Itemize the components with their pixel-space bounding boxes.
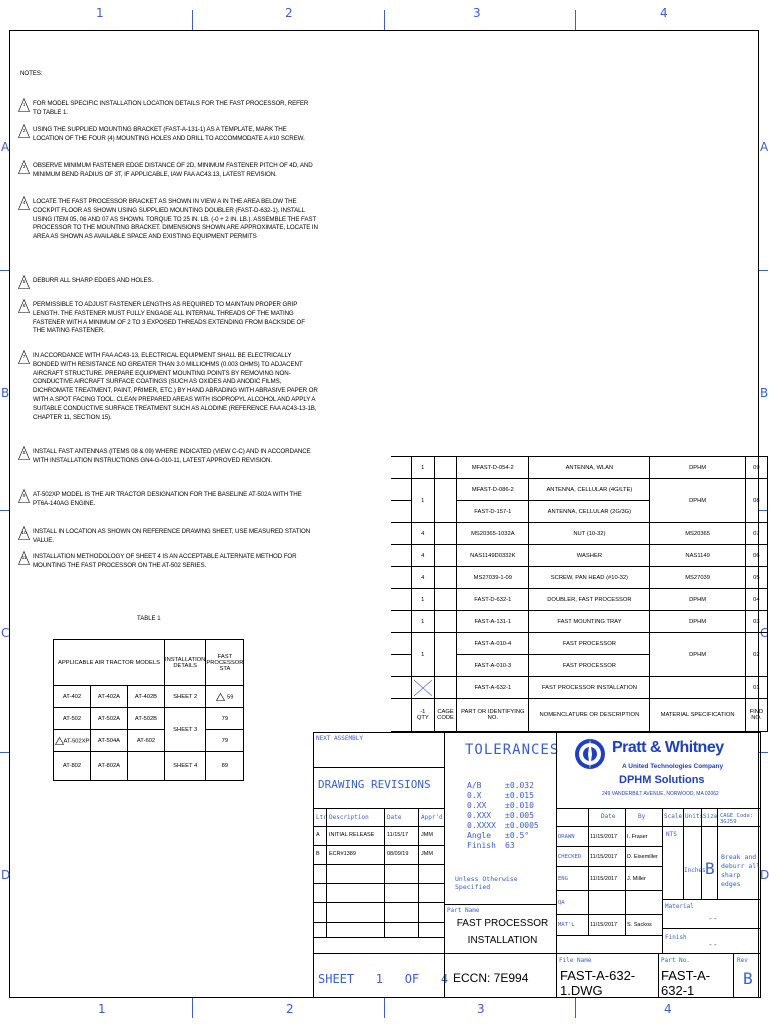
revision-cell [418,845,445,865]
part-no-cell [658,953,734,998]
revision-value: B [316,851,320,857]
table1-cell: AT-502B [128,708,165,730]
bom-cell: NAS1149D0332K [457,545,529,567]
table1-cell: 79 [206,708,244,730]
signature-role: QA [558,899,565,906]
tolerance-value: 63 [505,841,515,850]
material-label: Material [665,903,694,910]
revision-cell [326,864,385,884]
bom-cell [434,457,456,479]
bom-cell: 1 [411,611,434,633]
note-text: PERMISSIBLE TO ADJUST FASTENER LENGTHS AS REQUIRED TO MAINTAIN PROPER GRIP LENGTH. THE FASTENER MUST FULLY ENGAGE ALL INTERNAL THREADS OF THE MATING FASTENER WITH A MINIMUM OF 2 TO 3 EXPOSED THREADS EXTENDING FROM BACKSIDE OF THE MATING FASTENER. [33,301,305,335]
table1-cell: AT-802A [91,752,128,781]
bom-dash-cell [391,611,411,633]
company-block [556,732,761,809]
table1-cell: 79 [206,730,244,752]
revision-cell [326,808,385,827]
bom-cell: MS27039-1-09 [457,567,529,589]
revision-cell [326,826,385,846]
zone-tick [384,10,385,30]
bom-cell: 4 [411,567,434,589]
zone-right-b: B [760,386,769,400]
company-name: DPHM Solutions [619,774,705,786]
signature-cell [588,890,626,915]
revision-cell [384,902,419,923]
finish-label: Finish [665,934,687,941]
revision-header: Ltr [316,814,327,821]
table1-cell: SHEET 4 [165,752,206,781]
bom-cell [434,677,456,699]
bom-cell: DPHM [650,457,745,479]
revision-cell [418,864,445,884]
zone-left-b: B [1,386,10,400]
table1-header-sta: FAST PROCESSOR STA [206,640,244,686]
scale-header-label: Scale [664,813,683,820]
table1-cell: AT-502A [91,708,128,730]
revision-cell [418,826,445,846]
table1-title: TABLE 1 [137,616,161,622]
bom-dash-cell [391,677,411,699]
bom-cell [434,589,456,611]
part-name: FAST PROCESSOR INSTALLATION [456,918,549,946]
bom-cell: MS20365 [650,523,745,545]
rev-value: B [743,969,753,988]
bom-dash-cell [391,567,411,589]
revision-value: JMM [421,851,433,857]
bom-header-desc: NOMENCLATURE OR DESCRIPTION [529,699,650,732]
bom-header-part: PART OR IDENTIFYING NO. [457,699,529,732]
signature-date: 11/15/2017 [590,853,618,860]
tolerance-value: ±0.010 [505,801,534,810]
bom-header-find: FIND NO. [745,699,767,732]
tolerance-key: 0.XXX [467,811,492,820]
bom-dash-cell [391,655,411,677]
bom-dash-cell [391,523,411,545]
bom-cell [434,567,456,589]
table1-header-details: INSTALLATION DETAILS [165,640,206,686]
zone-bottom-4: 4 [664,1002,672,1016]
bom-cell: 07 [745,523,767,545]
note-text: OBSERVE MINIMUM FASTENER EDGE DISTANCE OF 2D, MINIMUM FASTENER PITCH OF 4D, AND MINIMUM BEND RADIUS OF 3T, IF APPLICABLE, IAW FAA AC43.13, LATEST REVISION. [33,162,313,178]
table1-cell: SHEET 3 [165,708,206,752]
bom-cell: NAS1149 [650,545,745,567]
note-text: DEBURR ALL SHARP EDGES AND HOLES. [33,277,154,284]
bom-cell: 08 [745,479,767,523]
table1-cell: AT-402B [128,686,165,708]
bom-dash-cell [391,545,411,567]
table1-cell: AT-504A [91,730,128,752]
table1-cell: AT-402A [91,686,128,708]
bom-cell: NUT (10-32) [529,523,650,545]
cross-out-icon [412,678,434,698]
sig-header-date-label: Date [601,813,616,820]
revision-cell [326,902,385,923]
signature-cell [625,890,663,915]
zone-top-4: 4 [660,6,668,20]
zone-tick [192,998,193,1018]
note-number: 7 [22,355,26,360]
bom-cell: MS27039 [650,567,745,589]
signature-role: MAT'L [558,922,575,928]
bom-cell: 05 [745,567,767,589]
bom-cell: MS20365-1032A [457,523,529,545]
revision-value: ECR#1389 [329,851,356,857]
title-block [313,732,760,998]
signature-cell [588,914,626,936]
bom-cell: 4 [411,523,434,545]
bom-cell: ANTENNA, CELLULAR (2G/3G) [529,501,650,523]
bom-cell: 1 [411,589,434,611]
note-flag-icon [216,693,225,701]
revision-cell [418,808,445,827]
file-name: FAST-A-632-1.DWG [560,968,636,998]
bom-cell: FAST MOUNTING TRAY [529,611,650,633]
bom-header-cage: CAGE CODE [434,699,456,732]
table1-cell: AT-602 [128,730,165,752]
notes-heading: NOTES: [20,70,43,77]
size-cell [701,826,718,900]
note-text: INSTALL FAST ANTENNAS (ITEMS 08 & 09) WHERE INDICATED (VIEW C-C) AND IN ACCORDANCE WITH INSTALLATION INSTRUCTIONS GN4-G-010-11, LATEST APPROVED REVISION. [33,448,311,464]
bom-cell: FAST PROCESSOR [529,633,650,655]
zone-right-a: A [760,140,769,154]
note-text: LOCATE THE FAST PROCESSOR BRACKET AS SHOWN IN VIEW A IN THE AREA BELOW THE COCKPIT FLOOR AS SHOWN USING SUPPLIED MOUNTING DOUBLER (FAST-D-632-1). INSTALL USING ITEM 05, 06 AND 07 AS SHOWN. TORQUE TO 25 IN. LB. (-0 + 2 IN. LB.). ASSEMBLE THE FAST PROCESSOR TO THE MOUNTING BRACKET. DIMENSIONS SHOWN ARE APPROXIMATE, LOCATE IN AREA AS SHOWN AS AVAILABLE SPACE AND EXISTING EQUIPMENT PERMITS [33,198,318,241]
bom-header-dash: -1 [420,709,426,715]
note-text: INSTALLATION METHODOLOGY OF SHEET 4 IS AN ACCEPTABLE ALTERNATE METHOD FOR MOUNTING THE FAST PROCESSOR ON THE AT-502 SERIES. [33,553,297,569]
signature-date: 11/15/2017 [590,922,618,928]
revision-cell [384,864,419,884]
signature-cell [556,866,589,891]
bom-cell [434,479,456,523]
zone-top-3: 3 [473,6,481,20]
bom-cell: ANTENNA, CELLULAR (4G/LTE) [529,479,650,501]
signature-cell [625,846,663,867]
zone-tick [192,10,193,30]
revision-cell [384,808,419,827]
next-assembly-label: NEXT ASSEMBLY [316,735,363,742]
signature-role: DRAWN [558,833,575,840]
signature-cell [625,914,663,936]
file-name-cell [556,953,659,998]
tolerance-key: 0.XXXX [467,821,496,830]
zone-right-c: C [760,626,769,640]
zone-tick [0,510,9,511]
sig-header-by [625,808,663,827]
bom-cell: FAST PROCESSOR [529,655,650,677]
zone-tick [575,10,576,30]
deburr-cell [717,826,761,900]
revision-cell [326,883,385,903]
bom-crossed-cell [411,677,434,699]
note-number: 6 [22,304,26,309]
table1-cell: AT-402 [54,686,91,708]
tolerance-value: ±0.005 [505,811,534,820]
bom-header-qty-label: QTY [416,715,429,721]
bom-header-spec: MATERIAL SPECIFICATION [650,699,745,732]
bom-cell: DPHM [650,479,745,523]
signature-cell [556,826,589,847]
bom-cell [650,677,745,699]
scale-value: NTS [666,831,677,838]
size-value: B [705,859,715,878]
sheet-number: SHEET 1 OF 4 [318,972,449,986]
note-number: 1 [22,103,26,108]
table1 [53,639,244,781]
bom-cell [434,545,456,567]
bom-cell [434,633,456,677]
signature-by: J. Miller [627,875,646,882]
material-cell [662,899,761,929]
revision-cell [418,883,445,903]
tolerance-value: ±0.0005 [505,821,539,830]
eccn-cell [444,953,557,998]
table1-sta-cell [206,686,244,708]
finish-value: -- [708,940,718,949]
zone-top-1: 1 [96,6,104,20]
revision-value: 08/09/19 [387,851,409,857]
company-sub: A United Technologies Company [622,763,724,770]
zone-left-c: C [1,626,10,640]
revision-header: Description [329,814,369,821]
bom-dash-cell [391,589,411,611]
revision-cell [418,902,445,923]
parts-list [391,456,768,732]
bom-cell: FAST-D-157-1 [457,501,529,523]
signature-cell [588,846,626,867]
tolerance-key: 0.X [467,791,482,800]
bom-cell: MFAST-D-086-2 [457,479,529,501]
bom-cell: DPHM [650,633,745,677]
bom-cell: 01 [745,677,767,699]
table1-cell: 89 [206,752,244,781]
table1-sta-value: 59 [226,694,234,701]
revision-value: A [316,832,320,838]
bom-cell: FAST-A-010-3 [457,655,529,677]
unless-note: Unless Otherwise Specified [455,875,518,891]
scale-header [662,808,684,827]
bom-cell [434,523,456,545]
bom-cell: 03 [745,611,767,633]
signature-cell [556,846,589,867]
bom-cell: FAST-D-632-1 [457,589,529,611]
bom-cell: FAST PROCESSOR INSTALLATION [529,677,650,699]
tolerance-key: Angle [467,831,492,840]
revision-cell [326,922,385,938]
table1-cell: SHEET 2 [165,686,206,708]
revision-cell [384,922,419,938]
zone-bottom-2: 2 [286,1002,294,1016]
signature-cell [625,866,663,891]
revision-cell [384,883,419,903]
signature-cell [588,826,626,847]
company-logo-text: Pratt & Whitney [612,739,724,756]
note-number: 3 [22,165,26,170]
sig-header-date [588,808,626,827]
bom-cell: FAST-A-010-4 [457,633,529,655]
material-value: -- [708,914,718,923]
next-assembly-cell [314,732,445,768]
bom-cell: DOUBLER, FAST PROCESSOR [529,589,650,611]
bom-cell: 06 [745,545,767,567]
units-header-label: Units [685,813,704,820]
signature-by: D. Eisemiller [627,853,658,860]
signature-by: S. Sackos [627,922,652,928]
tolerance-value: ±0.5° [505,831,530,840]
tolerance-key: 0.XX [467,801,487,810]
note-text: AT-502XP MODEL IS THE AIR TRACTOR DESIGNATION FOR THE BASELINE AT-502A WITH THE PT6A-140AG ENGINE. [33,491,302,507]
bom-dash-cell [391,501,411,523]
bom-cell [434,611,456,633]
company-address: 249 VANDERBILT AVENUE, NORWOOD, MA 02062 [602,791,719,797]
bom-dash-cell [391,699,411,732]
zone-tick [0,752,9,753]
note-text: IN ACCORDANCE WITH FAA AC43-13, ELECTRICAL EQUIPMENT SHALL BE ELECTRICALLY BONDED WITH RESISTANCE NO GREATER THAN 3.0 MILLIOHMS (0.003 OHMS) TO ADJACENT AIRCRAFT STRUCTURE. PREPARE EQUIPMENT MOUNTING POINTS BY REMOVING NON-CONDUCTIVE AIRCRAFT SURFACE COATINGS (SUCH AS OXIDES AND ANODIC FILMS, DICHROMATE TREATMENT, PAINT, PRIMER, ETC.) BY HAND ABRADING WITH ABRASIVE PAPER OR WITH A SPOT FACING TOOL. CLEAN PREPARED AREAS WITH ISOPROPYL ALCOHOL AND APPLY A SUITABLE CONDUCTIVE SURFACE TREATMENT SUCH AS ALODINE (REFERENCE FAA AC43-13-1B, CHAPTER 11, SECTION 15). [33,352,318,421]
bom-cell: DPHM [650,589,745,611]
revision-header: Appr'd [421,814,443,821]
note-number: 10 [21,531,27,536]
cage-code: CAGE Code: 3GJ59 [720,813,754,825]
revisions-title-cell [314,767,445,809]
units-value: Inches [684,867,706,874]
note-number: 8 [22,451,26,456]
bom-cell: 09 [745,457,767,479]
scale-cell [662,826,684,900]
note-text: FOR MODEL SPECIFIC INSTALLATION LOCATION DETAILS FOR THE FAST PROCESSOR, REFER TO TABLE 1. [33,100,309,116]
bom-dash-cell [391,633,411,655]
signature-role: CHECKED [558,853,582,860]
table1-cell [128,752,165,781]
zone-bottom-1: 1 [98,1002,106,1016]
revision-value: JMM [421,832,433,838]
part-no: FAST-A-632-1 [661,968,711,998]
signature-date: 11/15/2017 [590,833,618,840]
bom-cell: 1 [411,633,434,677]
bom-header-qty [411,699,434,732]
note-number: 9 [22,494,26,499]
units-cell [683,826,706,900]
signature-cell [625,826,663,847]
table1-cell-with-note [54,730,91,752]
note-flag-icon [55,737,64,745]
company-logo-icon [573,737,607,771]
tolerance-key: Finish [467,841,496,850]
note-number: 11 [21,556,27,561]
zone-left-a: A [1,140,10,154]
revision-cell [384,845,419,865]
zone-top-2: 2 [285,6,293,20]
signature-by: I. Fraser [627,833,648,840]
bom-cell: SCREW, PAN HEAD (#10-32) [529,567,650,589]
part-name-cell [444,904,557,954]
signature-date: 11/15/2017 [590,875,618,882]
bom-cell: 02 [745,633,767,677]
note-text: INSTALL IN LOCATION AS SHOWN ON REFERENCE DRAWING SHEET, USE MEASURED STATION VALUE. [33,528,311,544]
table1-cell: AT-802 [54,752,91,781]
signature-role: ENG [558,875,568,882]
note-number: 5 [22,280,26,285]
table1-cell: AT-502 [54,708,91,730]
table1-header-models: APPLICABLE AIR TRACTOR MODELS [54,640,165,686]
zone-bottom-3: 3 [477,1002,485,1016]
bom-dash-cell [391,457,411,479]
signature-cell [588,866,626,891]
size-header [701,808,718,827]
rev-label: Rev [737,957,748,964]
cage-cell [717,808,761,827]
zone-tick [759,270,768,271]
revision-value: 11/15/17 [387,832,409,838]
tolerance-key: A/B [467,781,482,790]
bom-cell: ANTENNA, WLAN [529,457,650,479]
bom-cell: 4 [411,545,434,567]
zone-left-d: D [1,868,11,882]
file-name-label: File Name [559,957,592,964]
part-name-label: Part Name [447,907,480,914]
revision-value: INITIAL RELEASE [329,832,375,838]
sig-header-by-label: By [638,813,646,820]
part-no-label: Part No. [661,957,690,964]
revisions-title: DRAWING REVISIONS [318,778,431,791]
tolerances-title: TOLERANCES [465,742,560,758]
size-header-label: Size [703,813,718,820]
signature-cell [556,890,589,915]
zone-tick [0,270,9,271]
bom-cell: FAST-A-131-1 [457,611,529,633]
bom-cell: 1 [411,457,434,479]
finish-cell [662,928,761,954]
bom-cell: WASHER [529,545,650,567]
deburr-note: Break and deburr all sharp edges [721,853,761,888]
tolerance-value: ±0.015 [505,791,534,800]
bom-cell: FAST-A-632-1 [457,677,529,699]
units-header [683,808,702,827]
revision-cell [384,826,419,846]
table1-model: AT-502XP [63,738,90,745]
bom-cell: 1 [411,479,434,523]
bom-cell: 04 [745,589,767,611]
revision-cell [326,845,385,865]
zone-right-d: D [760,868,769,882]
zone-tick [575,998,576,1018]
bom-cell: DPHM [650,611,745,633]
revision-header: Date [387,814,402,821]
bom-dash-cell [391,479,411,501]
tolerance-value: ±0.032 [505,781,534,790]
note-number: 4 [22,201,26,206]
note-text: USING THE SUPPLIED MOUNTING BRACKET (FAST-A-131-1) AS A TEMPLATE, MARK THE LOCATION OF THE FOUR (4) MOUNTING HOLES AND DRILL TO ACCOMMODATE A #10 SCREW. [33,126,305,142]
bom-cell: MFAST-D-054-2 [457,457,529,479]
sheet-cell [314,953,449,998]
zone-tick [384,998,385,1018]
revision-cell [418,922,445,938]
tolerances-block [444,732,560,905]
signature-cell [556,914,589,936]
eccn: ECCN: 7E994 [453,971,529,985]
note-number: 2 [22,129,26,134]
rev-cell [733,953,761,998]
